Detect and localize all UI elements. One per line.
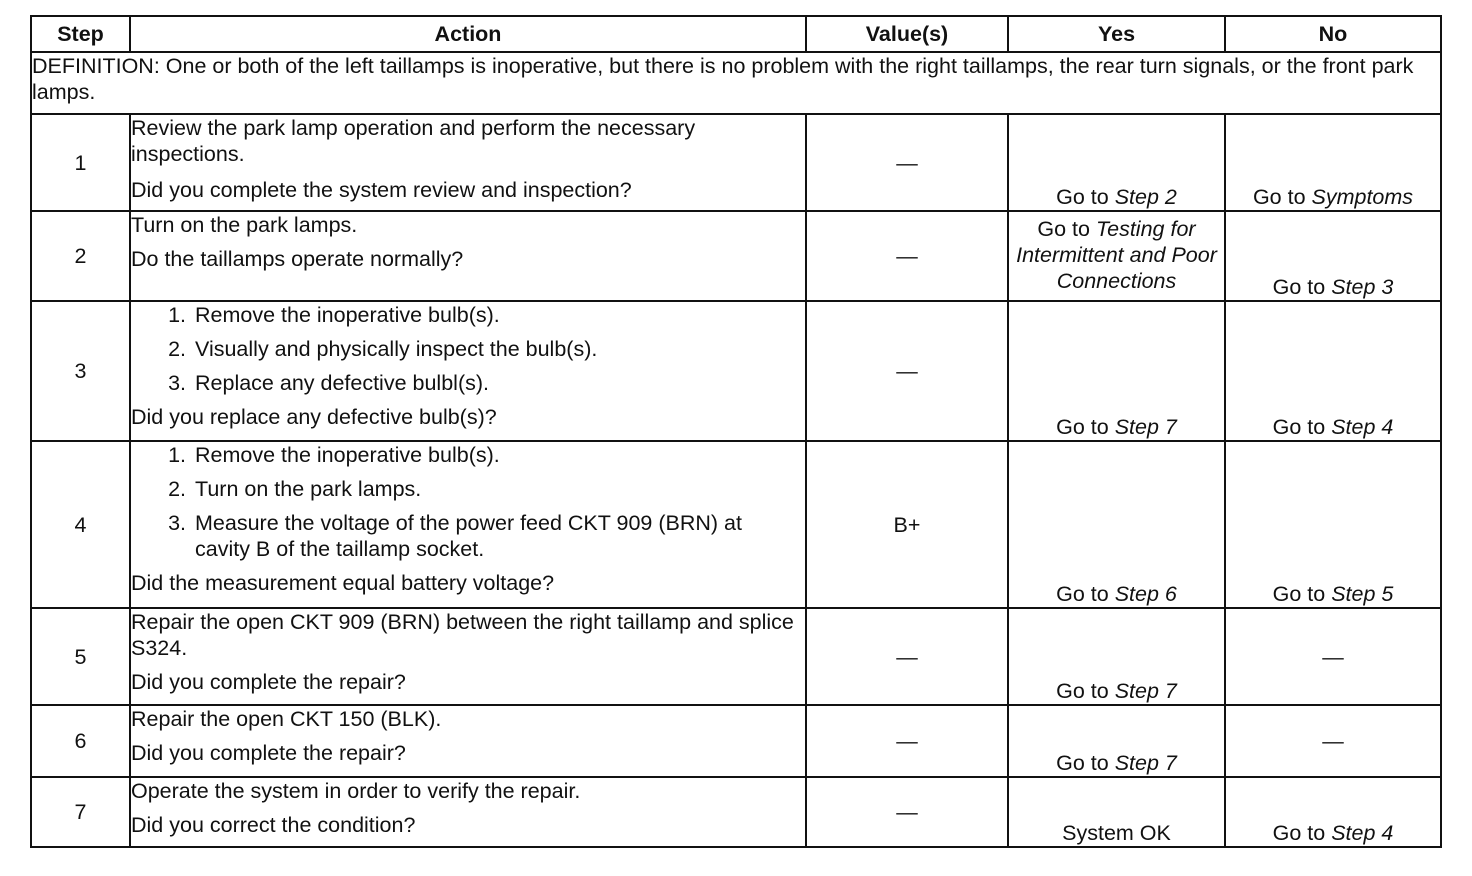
table-row	[31, 705, 1441, 777]
yes-prefix: Go to	[1056, 582, 1115, 606]
action-question: Did you complete the system review and inspection?	[131, 178, 632, 202]
item-number: 3.	[168, 511, 186, 535]
no-ref: Step 4	[1331, 415, 1394, 439]
yes-prefix: Go to	[1056, 415, 1115, 439]
action-list	[131, 302, 805, 396]
table-row	[31, 608, 1441, 705]
header-row	[31, 16, 1441, 52]
header-no: No	[1225, 16, 1441, 52]
table-row	[31, 114, 1441, 211]
step-number: 7	[31, 777, 130, 847]
action-text: Repair the open CKT 150 (BLK).	[131, 707, 442, 731]
header-values: Value(s)	[806, 16, 1008, 52]
action-question: Did you correct the condition?	[131, 813, 416, 837]
yes-cell	[1008, 301, 1225, 441]
yes-cell	[1008, 441, 1225, 608]
header-action: Action	[130, 16, 806, 52]
item-text: Turn on the park lamps.	[195, 477, 422, 501]
no-ref: Symptoms	[1311, 185, 1414, 209]
no-prefix: Go to	[1252, 185, 1312, 209]
yes-ref: Step 7	[1114, 751, 1177, 775]
item-number: 1.	[168, 443, 186, 467]
action-cell	[130, 114, 806, 211]
yes-ref: Step 2	[1114, 185, 1177, 209]
list-item	[131, 510, 805, 562]
action-cell	[130, 608, 806, 705]
list-item	[131, 370, 805, 396]
action-question: Did you replace any defective bulb(s)?	[131, 405, 497, 429]
no-cell	[1225, 301, 1441, 441]
yes-prefix: Go to	[1056, 185, 1115, 209]
no-cell	[1225, 777, 1441, 847]
list-item	[131, 302, 805, 328]
diagnostic-table	[30, 15, 1442, 848]
action-list	[131, 442, 805, 562]
definition-text: DEFINITION: One or both of the left taillamps is inoperative, but there is no problem with the right taillamps, the rear turn signals, or the front park lamps.	[31, 52, 1441, 114]
list-item	[131, 336, 805, 362]
list-item	[131, 442, 805, 468]
step-number: 1	[31, 114, 130, 211]
action-cell	[130, 301, 806, 441]
value-cell: —	[806, 114, 1008, 211]
step-number: 6	[31, 705, 130, 777]
value-cell: —	[806, 301, 1008, 441]
yes-ref: Step 7	[1114, 679, 1177, 703]
table-row	[31, 441, 1441, 608]
item-number: 2.	[168, 337, 186, 361]
action-text: Operate the system in order to verify the repair.	[131, 779, 581, 803]
item-text: Replace any defective bulbl(s).	[195, 371, 489, 395]
item-number: 3.	[168, 371, 186, 395]
item-text: Remove the inoperative bulb(s).	[195, 303, 500, 327]
action-cell	[130, 211, 806, 301]
no-cell	[1225, 114, 1441, 211]
no-cell: —	[1225, 608, 1441, 705]
yes-cell	[1008, 705, 1225, 777]
action-cell	[130, 441, 806, 608]
yes-ref: Testing for Intermittent and Poor Connections	[1016, 217, 1217, 293]
action-question: Did the measurement equal battery voltage?	[131, 571, 555, 595]
no-ref: Step 5	[1331, 582, 1394, 606]
action-text: Review the park lamp operation and perform the necessary inspections.	[131, 116, 696, 166]
item-number: 1.	[168, 303, 186, 327]
no-ref: Step 3	[1331, 275, 1394, 299]
action-text: Repair the open CKT 909 (BRN) between the right taillamp and splice S324.	[131, 610, 794, 660]
action-question: Do the taillamps operate normally?	[131, 247, 464, 271]
table-row	[31, 301, 1441, 441]
action-cell	[130, 705, 806, 777]
item-text: Measure the voltage of the power feed CKT 909 (BRN) at cavity B of the taillamp socket.	[195, 511, 742, 561]
value-cell: —	[806, 211, 1008, 301]
no-ref: Step 4	[1331, 821, 1394, 845]
no-cell: —	[1225, 705, 1441, 777]
item-text: Visually and physically inspect the bulb(s).	[195, 337, 598, 361]
yes-ref: Step 7	[1114, 415, 1177, 439]
item-number: 2.	[168, 477, 186, 501]
step-number: 2	[31, 211, 130, 301]
yes-prefix: Go to	[1056, 679, 1115, 703]
yes-prefix: Go to	[1056, 751, 1115, 775]
value-cell: B+	[806, 441, 1008, 608]
step-number: 5	[31, 608, 130, 705]
no-cell	[1225, 441, 1441, 608]
step-number: 4	[31, 441, 130, 608]
yes-cell: System OK	[1008, 777, 1225, 847]
yes-cell	[1008, 608, 1225, 705]
action-text: Turn on the park lamps.	[131, 213, 358, 237]
no-cell	[1225, 211, 1441, 301]
value-cell: —	[806, 777, 1008, 847]
table-row	[31, 777, 1441, 847]
header-step: Step	[31, 16, 130, 52]
value-cell: —	[806, 705, 1008, 777]
item-text: Remove the inoperative bulb(s).	[195, 443, 500, 467]
no-prefix: Go to	[1272, 582, 1332, 606]
action-question: Did you complete the repair?	[131, 741, 406, 765]
action-question: Did you complete the repair?	[131, 670, 406, 694]
definition-row	[31, 52, 1441, 114]
yes-cell	[1008, 211, 1225, 301]
value-cell: —	[806, 608, 1008, 705]
no-prefix: Go to	[1272, 821, 1332, 845]
list-item	[131, 476, 805, 502]
no-prefix: Go to	[1272, 415, 1332, 439]
table-row	[31, 211, 1441, 301]
yes-ref: Step 6	[1114, 582, 1177, 606]
no-prefix: Go to	[1272, 275, 1332, 299]
yes-cell	[1008, 114, 1225, 211]
yes-prefix: Go to	[1037, 217, 1096, 241]
header-yes: Yes	[1008, 16, 1225, 52]
action-cell	[130, 777, 806, 847]
step-number: 3	[31, 301, 130, 441]
